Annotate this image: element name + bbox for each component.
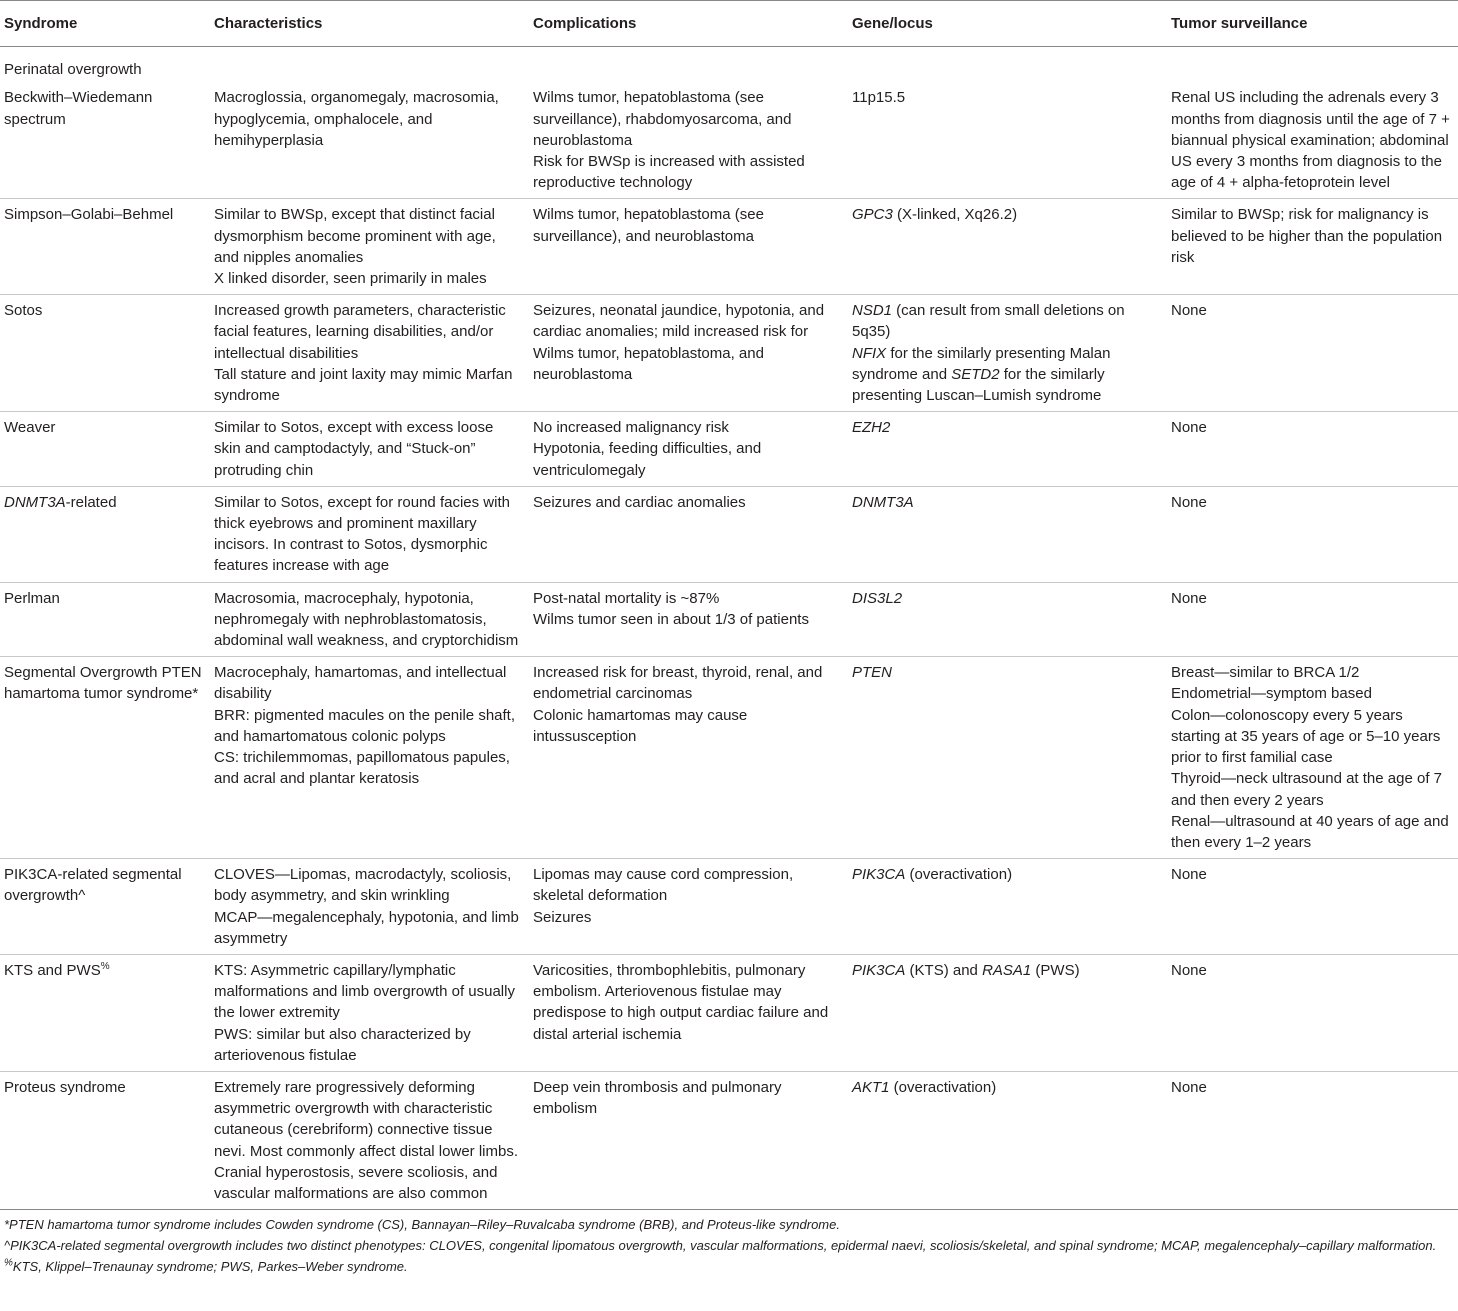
cell-line: Wilms tumor, hepatoblastoma (see surveillance), and neuroblastoma (533, 206, 764, 245)
cell-characteristics (210, 954, 529, 1071)
cell-surveillance (1167, 1071, 1458, 1209)
cell-line: KTS and PWS% (4, 960, 110, 979)
cell-line: Hypotonia, feeding difficulties, and ventriculomegaly (533, 440, 762, 479)
cell-line: Seizures, neonatal jaundice, hypotonia, and cardiac anomalies; mild increased risk for Wilms tumor, hepatoblastoma, and neuroblastoma (533, 302, 825, 383)
header-characteristics: Characteristics (214, 15, 323, 32)
header-complications: Complications (533, 15, 637, 32)
cell-surveillance (1167, 82, 1458, 199)
cell-surveillance (1167, 859, 1458, 955)
cell-complications (529, 82, 848, 199)
cell-characteristics (210, 82, 529, 199)
cell-line: EZH2 (852, 419, 891, 437)
cell-line: Varicosities, thrombophlebitis, pulmonary embolism. Arteriovenous fistulae may predispose to high output cardiac failure and distal arterial ischemia (533, 961, 829, 1043)
cell-syndrome (0, 1071, 210, 1209)
cell-line: CLOVES—Lipomas, macrodactyly, scoliosis, body asymmetry, and skin wrinkling (214, 866, 512, 905)
cell-line: No increased malignancy risk (533, 419, 729, 437)
cell-line: Endometrial—symptom based (1171, 685, 1372, 703)
cell-line: Increased risk for breast, thyroid, renal, and endometrial carcinomas (533, 664, 823, 703)
cell-line: Simpson–Golabi–Behmel (4, 206, 174, 224)
table-row (0, 486, 1458, 582)
cell-line: None (1171, 419, 1207, 437)
table-row (0, 859, 1458, 955)
cell-syndrome (0, 412, 210, 487)
cell-surveillance (1167, 657, 1458, 859)
cell-surveillance (1167, 486, 1458, 582)
cell-complications (529, 954, 848, 1071)
cell-line: 11p15.5 (852, 89, 906, 107)
cell-complications (529, 412, 848, 487)
cell-line: None (1171, 961, 1207, 979)
cell-characteristics (210, 657, 529, 859)
cell-line: Colon—colonoscopy every 5 years starting at 35 years of age or 5–10 years prior to first familial case (1171, 706, 1441, 767)
cell-line: Wilms tumor, hepatoblastoma (see surveillance), rhabdomyosarcoma, and neuroblastoma (533, 89, 792, 149)
group-label: Perinatal overgrowth (4, 61, 142, 79)
cell-line: Wilms tumor seen in about 1/3 of patients (533, 610, 809, 628)
cell-line: Deep vein thrombosis and pulmonary embolism (533, 1078, 782, 1118)
cell-gene (848, 295, 1167, 412)
cell-syndrome (0, 486, 210, 582)
table-row (0, 1071, 1458, 1209)
cell-line: NSD1 (can result from small deletions on 5q35) (852, 302, 1125, 341)
header-syndrome: Syndrome (4, 15, 78, 32)
cell-line: Macroglossia, organomegaly, macrosomia, hypoglycemia, omphalocele, and hemihyperplasia (214, 89, 499, 149)
cell-line: Beckwith–Wiedemann spectrum (4, 89, 153, 128)
cell-gene (848, 1071, 1167, 1209)
cell-line: Segmental Overgrowth PTEN hamartoma tumor syndrome* (4, 664, 202, 703)
cell-line: Breast—similar to BRCA 1/2 (1171, 664, 1360, 682)
cell-line: Macrosomia, macrocephaly, hypotonia, nephromegaly with nephroblastomatosis, abdominal wall weakness, and cryptorchidism (214, 589, 519, 650)
cell-line: DNMT3A-related (4, 493, 117, 511)
footnote: ^PIK3CA-related segmental overgrowth includes two distinct phenotypes: CLOVES, congenital lipomatous overgrowth, vascular malformations, epidermal naevi, scoliosis/skeletal, and spinal syndrome; MCAP, megalencephaly–capillary malformation. (4, 1238, 1437, 1254)
cell-line: Macrocephaly, hamartomas, and intellectual disability (214, 664, 507, 703)
cell-characteristics (210, 412, 529, 487)
cell-line: Cranial hyperostosis, severe scoliosis, and vascular malformations are also common (214, 1163, 498, 1202)
cell-line: None (1171, 302, 1207, 320)
cell-line: CS: trichilemmomas, papillomatous papules, and acral and plantar keratosis (214, 749, 510, 788)
group-row (0, 47, 1458, 83)
cell-gene (848, 859, 1167, 955)
cell-line: GPC3 (X-linked, Xq26.2) (852, 206, 1018, 224)
cell-surveillance (1167, 954, 1458, 1071)
cell-gene (848, 412, 1167, 487)
cell-line: Extremely rare progressively deforming asymmetric overgrowth with characteristic cutaneous (cerebriform) connective tissue nevi. Most commonly affect distal lower limbs. (214, 1078, 518, 1160)
cell-line: DIS3L2 (852, 589, 903, 607)
cell-complications (529, 582, 848, 657)
cell-line: Sotos (4, 302, 43, 320)
footnote: %KTS, Klippel–Trenaunay syndrome; PWS, Parkes–Weber syndrome. (4, 1257, 408, 1275)
cell-line: Similar to BWSp, except that distinct facial dysmorphism become prominent with age, and nipples anomalies (214, 206, 496, 266)
cell-surveillance (1167, 582, 1458, 657)
cell-line: Similar to BWSp; risk for malignancy is believed to be higher than the population risk (1171, 206, 1443, 266)
cell-syndrome (0, 954, 210, 1071)
cell-line: None (1171, 589, 1207, 607)
cell-characteristics (210, 1071, 529, 1209)
cell-complications (529, 657, 848, 859)
table-row (0, 199, 1458, 295)
cell-line: MCAP—megalencephaly, hypotonia, and limb asymmetry (214, 908, 519, 947)
cell-line: KTS: Asymmetric capillary/lymphatic malformations and limb overgrowth of usually the lower extremity (214, 961, 515, 1022)
table-row (0, 82, 1458, 199)
cell-syndrome (0, 582, 210, 657)
cell-complications (529, 1071, 848, 1209)
cell-line: Proteus syndrome (4, 1078, 126, 1096)
cell-line: NFIX for the similarly presenting Malan syndrome and SETD2 for the similarly presenting Luscan–Lumish syndrome (852, 344, 1111, 405)
cell-line: None (1171, 866, 1207, 884)
table-row (0, 582, 1458, 657)
cell-gene (848, 199, 1167, 295)
cell-line: PTEN (852, 664, 893, 682)
cell-line: BRR: pigmented macules on the penile shaft, and hamartomatous colonic polyps (214, 706, 516, 745)
footnotes (0, 1210, 1458, 1276)
cell-line: Lipomas may cause cord compression, skeletal deformation (533, 866, 794, 905)
cell-syndrome (0, 82, 210, 199)
cell-line: Increased growth parameters, characteristic facial features, learning disabilities, and/or intellectual disabilities (214, 302, 506, 362)
header-tumor-surveillance: Tumor surveillance (1171, 15, 1308, 32)
cell-complications (529, 859, 848, 955)
cell-line: Weaver (4, 419, 56, 437)
table-row (0, 954, 1458, 1071)
cell-complications (529, 199, 848, 295)
cell-gene (848, 582, 1167, 657)
cell-line: Thyroid—neck ultrasound at the age of 7 and then every 2 years (1171, 770, 1442, 809)
cell-line: Seizures (533, 908, 592, 926)
cell-line: DNMT3A (852, 493, 914, 511)
cell-gene (848, 486, 1167, 582)
cell-gene (848, 82, 1167, 199)
cell-characteristics (210, 295, 529, 412)
cell-characteristics (210, 859, 529, 955)
table-row (0, 412, 1458, 487)
cell-line: None (1171, 1078, 1207, 1096)
cell-line: Risk for BWSp is increased with assisted reproductive technology (533, 153, 805, 192)
header-gene-locus: Gene/locus (852, 15, 933, 32)
table-header-row (0, 1, 1458, 47)
cell-line: Renal—ultrasound at 40 years of age and then every 1–2 years (1171, 812, 1449, 851)
cell-line: PIK3CA (overactivation) (852, 866, 1013, 884)
cell-line: PIK3CA-related segmental overgrowth^ (4, 866, 182, 905)
cell-line: None (1171, 493, 1207, 511)
cell-characteristics (210, 582, 529, 657)
cell-surveillance (1167, 412, 1458, 487)
cell-line: Seizures and cardiac anomalies (533, 493, 746, 511)
cell-gene (848, 954, 1167, 1071)
table-row (0, 295, 1458, 412)
cell-complications (529, 295, 848, 412)
cell-line: Post-natal mortality is ~87% (533, 589, 720, 607)
cell-line: Similar to Sotos, except for round facies with thick eyebrows and prominent maxillary incisors. In contrast to Sotos, dysmorphic features increase with age (214, 493, 510, 575)
cell-surveillance (1167, 199, 1458, 295)
cell-line: PWS: similar but also characterized by arteriovenous fistulae (214, 1025, 471, 1064)
cell-line: PIK3CA (KTS) and RASA1 (PWS) (852, 961, 1080, 979)
cell-syndrome (0, 657, 210, 859)
cell-syndrome (0, 859, 210, 955)
cell-line: Similar to Sotos, except with excess loose skin and camptodactyly, and “Stuck-on” protruding chin (214, 419, 494, 479)
cell-line: Tall stature and joint laxity may mimic Marfan syndrome (214, 365, 513, 405)
cell-surveillance (1167, 295, 1458, 412)
cell-characteristics (210, 199, 529, 295)
cell-syndrome (0, 199, 210, 295)
cell-line: Perlman (4, 589, 60, 607)
cell-line: AKT1 (overactivation) (852, 1078, 997, 1096)
table-row (0, 657, 1458, 859)
footnote: *PTEN hamartoma tumor syndrome includes Cowden syndrome (CS), Bannayan–Riley–Ruvalcaba syndrome (BRB), and Proteus-like syndrome. (4, 1217, 840, 1233)
cell-complications (529, 486, 848, 582)
cell-syndrome (0, 295, 210, 412)
cell-line: Renal US including the adrenals every 3 months from diagnosis until the age of 7 + biannual physical examination; abdominal US every 3 months from diagnosis to the age of 4 + alpha-fetoprotein level (1171, 89, 1450, 192)
cell-line: Colonic hamartomas may cause intussusception (533, 706, 748, 745)
cell-gene (848, 657, 1167, 859)
cell-characteristics (210, 486, 529, 582)
cell-line: X linked disorder, seen primarily in males (214, 270, 487, 288)
